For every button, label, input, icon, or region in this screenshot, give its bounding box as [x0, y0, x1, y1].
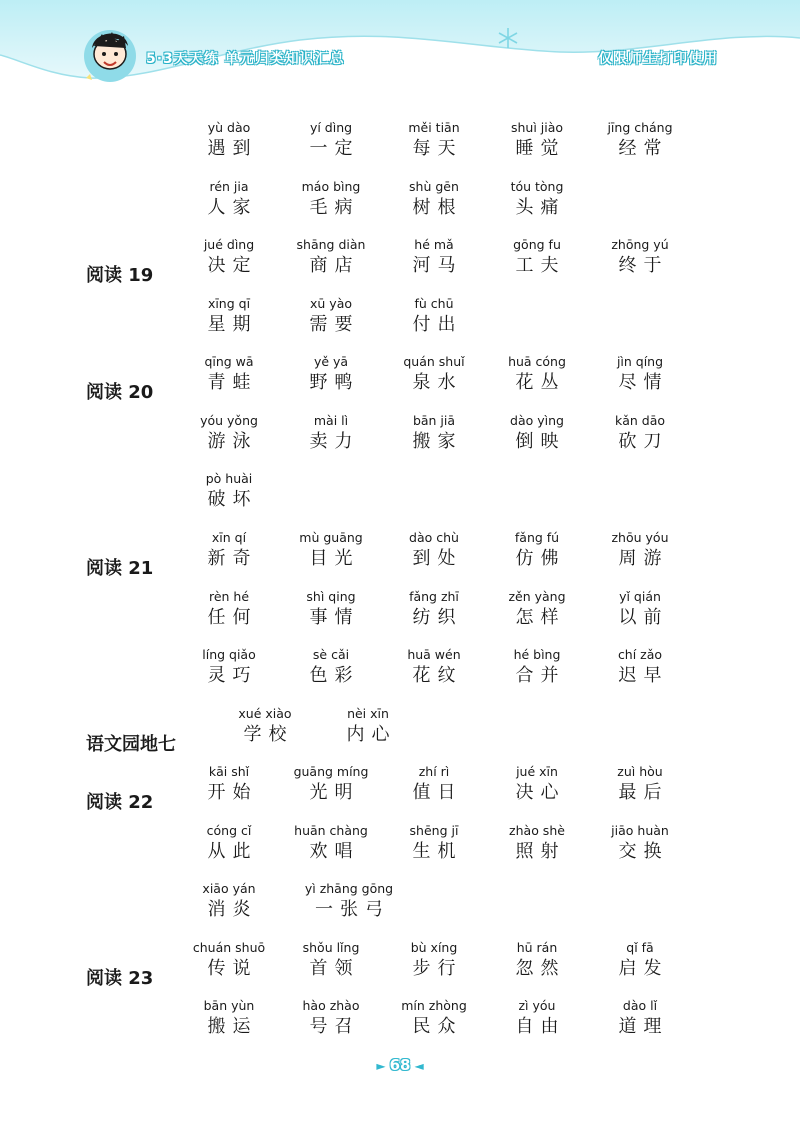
vocab-row	[0, 940, 800, 990]
pinyin: mín zhòng	[401, 998, 467, 1013]
snowflake-icon	[496, 26, 520, 50]
pinyin: yì zhāng gōng	[304, 881, 394, 896]
vocab-item	[477, 589, 597, 630]
vocab-item	[271, 998, 391, 1039]
vocab-item	[580, 354, 700, 395]
pinyin: qǐ fā	[626, 940, 654, 955]
vocab-item	[169, 471, 289, 512]
vocab-item	[580, 940, 700, 981]
pinyin: huān chàng	[294, 823, 368, 838]
vocab-item	[580, 413, 700, 454]
vocab-item	[580, 589, 700, 630]
hanzi: 消炎	[207, 899, 258, 920]
vocab-item	[271, 179, 391, 220]
pinyin: yě yā	[313, 354, 349, 369]
hanzi: 目光	[309, 548, 360, 569]
pinyin: gōng fu	[513, 237, 561, 252]
vocab-item	[271, 823, 391, 864]
hanzi: 每天	[412, 138, 463, 159]
hanzi: 忽然	[515, 958, 566, 979]
section-label: 阅读 21	[86, 558, 154, 579]
vocab-row	[0, 179, 800, 229]
hanzi: 青蛙	[207, 372, 258, 393]
pinyin: měi tiān	[408, 120, 460, 135]
vocab-item	[205, 706, 325, 747]
pinyin: bān yùn	[203, 998, 255, 1013]
pinyin: yóu yǒng	[200, 413, 258, 428]
hanzi: 纺织	[412, 607, 463, 628]
pinyin: guāng míng	[293, 764, 369, 779]
hanzi: 怎样	[515, 607, 566, 628]
hanzi: 星期	[207, 314, 258, 335]
header-title: 5·3天天练 单元归类知识汇总	[146, 51, 345, 67]
vocab-item	[271, 940, 391, 981]
hanzi: 到处	[412, 548, 463, 569]
hanzi: 花丛	[515, 372, 566, 393]
pinyin: zhí rì	[418, 764, 450, 779]
pinyin: rèn hé	[208, 589, 250, 604]
vocab-item	[374, 413, 494, 454]
pinyin: bù xíng	[410, 940, 458, 955]
hanzi: 自由	[515, 1016, 566, 1037]
pinyin: shì qing	[306, 589, 356, 604]
vocab-row	[0, 589, 800, 639]
hanzi: 人家	[207, 197, 258, 218]
vocab-item	[271, 647, 391, 688]
pinyin: huā cóng	[508, 354, 566, 369]
hanzi: 合并	[515, 665, 566, 686]
vocab-item	[374, 647, 494, 688]
hanzi: 事情	[309, 607, 360, 628]
vocab-item	[477, 354, 597, 395]
hanzi: 卖力	[309, 431, 360, 452]
hanzi: 生机	[412, 841, 463, 862]
section-label: 阅读 22	[86, 792, 154, 813]
arrow-right-icon: ►	[376, 1059, 386, 1073]
hanzi: 任何	[207, 607, 258, 628]
page-number-text: 68	[389, 1056, 411, 1074]
vocab-row	[0, 354, 800, 404]
vocab-item	[271, 530, 391, 571]
pinyin: zì yóu	[518, 998, 556, 1013]
pinyin: jìn qíng	[616, 354, 664, 369]
pinyin: xū yào	[310, 296, 352, 311]
pinyin: dào chù	[409, 530, 459, 545]
hanzi: 民众	[412, 1016, 463, 1037]
vocab-item	[271, 764, 391, 805]
pinyin: jué xīn	[516, 764, 558, 779]
vocab-item	[374, 589, 494, 630]
vocab-item	[374, 940, 494, 981]
vocab-item	[374, 120, 494, 161]
vocab-item	[477, 647, 597, 688]
vocab-item	[374, 354, 494, 395]
vocab-row	[0, 881, 800, 931]
section-label: 语文园地七	[86, 734, 176, 755]
hanzi: 开始	[207, 782, 258, 803]
hanzi: 经常	[618, 138, 669, 159]
vocab-item	[289, 881, 409, 922]
vocab-item	[271, 120, 391, 161]
arrow-left-icon: ◄	[414, 1059, 424, 1073]
hanzi: 决心	[515, 782, 566, 803]
hanzi: 灵巧	[207, 665, 258, 686]
pinyin: yù dào	[207, 120, 251, 135]
pinyin: shēng jī	[409, 823, 459, 838]
pinyin: huā wén	[407, 647, 461, 662]
hanzi: 树根	[412, 197, 463, 218]
hanzi: 搬家	[412, 431, 463, 452]
hanzi: 游泳	[207, 431, 258, 452]
pinyin: jué dìng	[203, 237, 255, 252]
pinyin: fǎng fú	[514, 530, 560, 545]
hanzi: 号召	[309, 1016, 360, 1037]
vocab-item	[374, 998, 494, 1039]
pinyin: fǎng zhī	[409, 589, 459, 604]
pinyin: zhōng yú	[611, 237, 669, 252]
hanzi: 商店	[309, 255, 360, 276]
pinyin: hū rán	[516, 940, 558, 955]
section-label: 阅读 23	[86, 968, 154, 989]
hanzi: 照射	[515, 841, 566, 862]
pinyin: kāi shǐ	[208, 764, 250, 779]
pinyin: tóu tòng	[510, 179, 564, 194]
vocab-item	[374, 823, 494, 864]
pinyin: yí dìng	[309, 120, 353, 135]
hanzi: 需要	[309, 314, 360, 335]
pinyin: hé mǎ	[414, 237, 454, 252]
pinyin: mài lì	[313, 413, 349, 428]
vocab-row	[0, 471, 800, 521]
cartoon-boy-icon	[80, 22, 140, 86]
pinyin: rén jia	[209, 179, 249, 194]
vocab-item	[477, 998, 597, 1039]
hanzi: 学校	[243, 724, 294, 745]
vocab-item	[271, 237, 391, 278]
pinyin: chuán shuō	[192, 940, 266, 955]
hanzi: 决定	[207, 255, 258, 276]
pinyin: shāng diàn	[296, 237, 366, 252]
hanzi: 步行	[412, 958, 463, 979]
pinyin: dào lǐ	[622, 998, 658, 1013]
pinyin: líng qiǎo	[202, 647, 256, 662]
vocab-item	[580, 120, 700, 161]
vocab-item	[580, 998, 700, 1039]
hanzi: 道理	[618, 1016, 669, 1037]
hanzi: 从此	[207, 841, 258, 862]
hanzi: 启发	[618, 958, 669, 979]
vocab-item	[271, 354, 391, 395]
pinyin: xué xiào	[238, 706, 292, 721]
pinyin: dào yìng	[510, 413, 564, 428]
vocab-row	[0, 120, 800, 170]
hanzi: 河马	[412, 255, 463, 276]
hanzi: 周游	[618, 548, 669, 569]
pinyin: chí zǎo	[617, 647, 663, 662]
vocab-item	[271, 589, 391, 630]
pinyin: shǒu lǐng	[302, 940, 360, 955]
vocab-item	[374, 179, 494, 220]
hanzi: 工夫	[515, 255, 566, 276]
vocab-item	[580, 647, 700, 688]
hanzi: 头痛	[515, 197, 566, 218]
pinyin: yǐ qián	[619, 589, 661, 604]
hanzi: 遇到	[207, 138, 258, 159]
vocab-row	[0, 237, 800, 287]
hanzi: 一定	[309, 138, 360, 159]
vocab-row	[0, 706, 800, 756]
section-label: 阅读 20	[86, 382, 154, 403]
hanzi: 搬运	[207, 1016, 258, 1037]
vocab-item	[271, 296, 391, 337]
pinyin: qīng wā	[204, 354, 254, 369]
vocab-row	[0, 823, 800, 873]
pinyin: máo bìng	[301, 179, 361, 194]
pinyin: hé bìng	[513, 647, 561, 662]
hanzi: 尽情	[618, 372, 669, 393]
pinyin: shù gēn	[409, 179, 459, 194]
hanzi: 色彩	[309, 665, 360, 686]
hanzi: 毛病	[309, 197, 360, 218]
hanzi: 迟早	[618, 665, 669, 686]
vocab-item	[374, 530, 494, 571]
pinyin: sè cǎi	[312, 647, 350, 662]
hanzi: 交换	[618, 841, 669, 862]
vocab-item	[374, 237, 494, 278]
pinyin: bān jiā	[412, 413, 456, 428]
hanzi: 倒映	[515, 431, 566, 452]
vocab-item	[308, 706, 428, 747]
vocab-item	[580, 764, 700, 805]
vocab-item	[477, 530, 597, 571]
vocab-item	[580, 530, 700, 571]
pinyin: cóng cǐ	[206, 823, 252, 838]
vocab-item	[374, 296, 494, 337]
vocab-item	[477, 120, 597, 161]
header-print-note: 仅限师生打印使用	[598, 51, 718, 67]
pinyin: xīng qī	[207, 296, 251, 311]
pinyin: shuì jiào	[510, 120, 564, 135]
vocab-item	[580, 823, 700, 864]
page-number	[340, 1056, 460, 1074]
pinyin: xīn qí	[211, 530, 247, 545]
vocab-item	[477, 179, 597, 220]
hanzi: 泉水	[412, 372, 463, 393]
vocab-item	[477, 764, 597, 805]
pinyin: pò huài	[205, 471, 253, 486]
vocab-item	[477, 237, 597, 278]
hanzi: 新奇	[207, 548, 258, 569]
vocab-item	[271, 413, 391, 454]
hanzi: 一张弓	[315, 899, 390, 920]
vocab-row	[0, 647, 800, 697]
hanzi: 砍刀	[618, 431, 669, 452]
pinyin: jiāo huàn	[611, 823, 669, 838]
hanzi: 终于	[618, 255, 669, 276]
pinyin: xiāo yán	[202, 881, 256, 896]
pinyin: fù chū	[414, 296, 454, 311]
hanzi: 仿佛	[515, 548, 566, 569]
hanzi: 花纹	[412, 665, 463, 686]
pinyin: zuì hòu	[617, 764, 663, 779]
hanzi: 欢唱	[309, 841, 360, 862]
vocab-item	[477, 823, 597, 864]
hanzi: 破坏	[207, 489, 258, 510]
pinyin: zhōu yóu	[611, 530, 669, 545]
vocab-item	[477, 940, 597, 981]
pinyin: kǎn dāo	[614, 413, 666, 428]
pinyin: hào zhào	[302, 998, 360, 1013]
pinyin: mù guāng	[299, 530, 363, 545]
vocab-row	[0, 530, 800, 580]
hanzi: 光明	[309, 782, 360, 803]
pinyin: jīng cháng	[607, 120, 673, 135]
hanzi: 首领	[309, 958, 360, 979]
vocab-item	[374, 764, 494, 805]
hanzi: 野鸭	[309, 372, 360, 393]
hanzi: 以前	[618, 607, 669, 628]
hanzi: 传说	[207, 958, 258, 979]
hanzi: 睡觉	[515, 138, 566, 159]
vocab-row	[0, 998, 800, 1048]
hanzi: 最后	[618, 782, 669, 803]
vocab-row	[0, 296, 800, 346]
hanzi: 值日	[412, 782, 463, 803]
vocab-item	[477, 413, 597, 454]
pinyin: quán shuǐ	[403, 354, 465, 369]
hanzi: 付出	[412, 314, 463, 335]
pinyin: nèi xīn	[347, 706, 389, 721]
vocab-item	[580, 237, 700, 278]
hanzi: 内心	[346, 724, 397, 745]
vocab-row	[0, 413, 800, 463]
pinyin: zhào shè	[509, 823, 565, 838]
vocab-row	[0, 764, 800, 814]
pinyin: zěn yàng	[508, 589, 566, 604]
vocab-item	[169, 881, 289, 922]
section-label: 阅读 19	[86, 265, 154, 286]
